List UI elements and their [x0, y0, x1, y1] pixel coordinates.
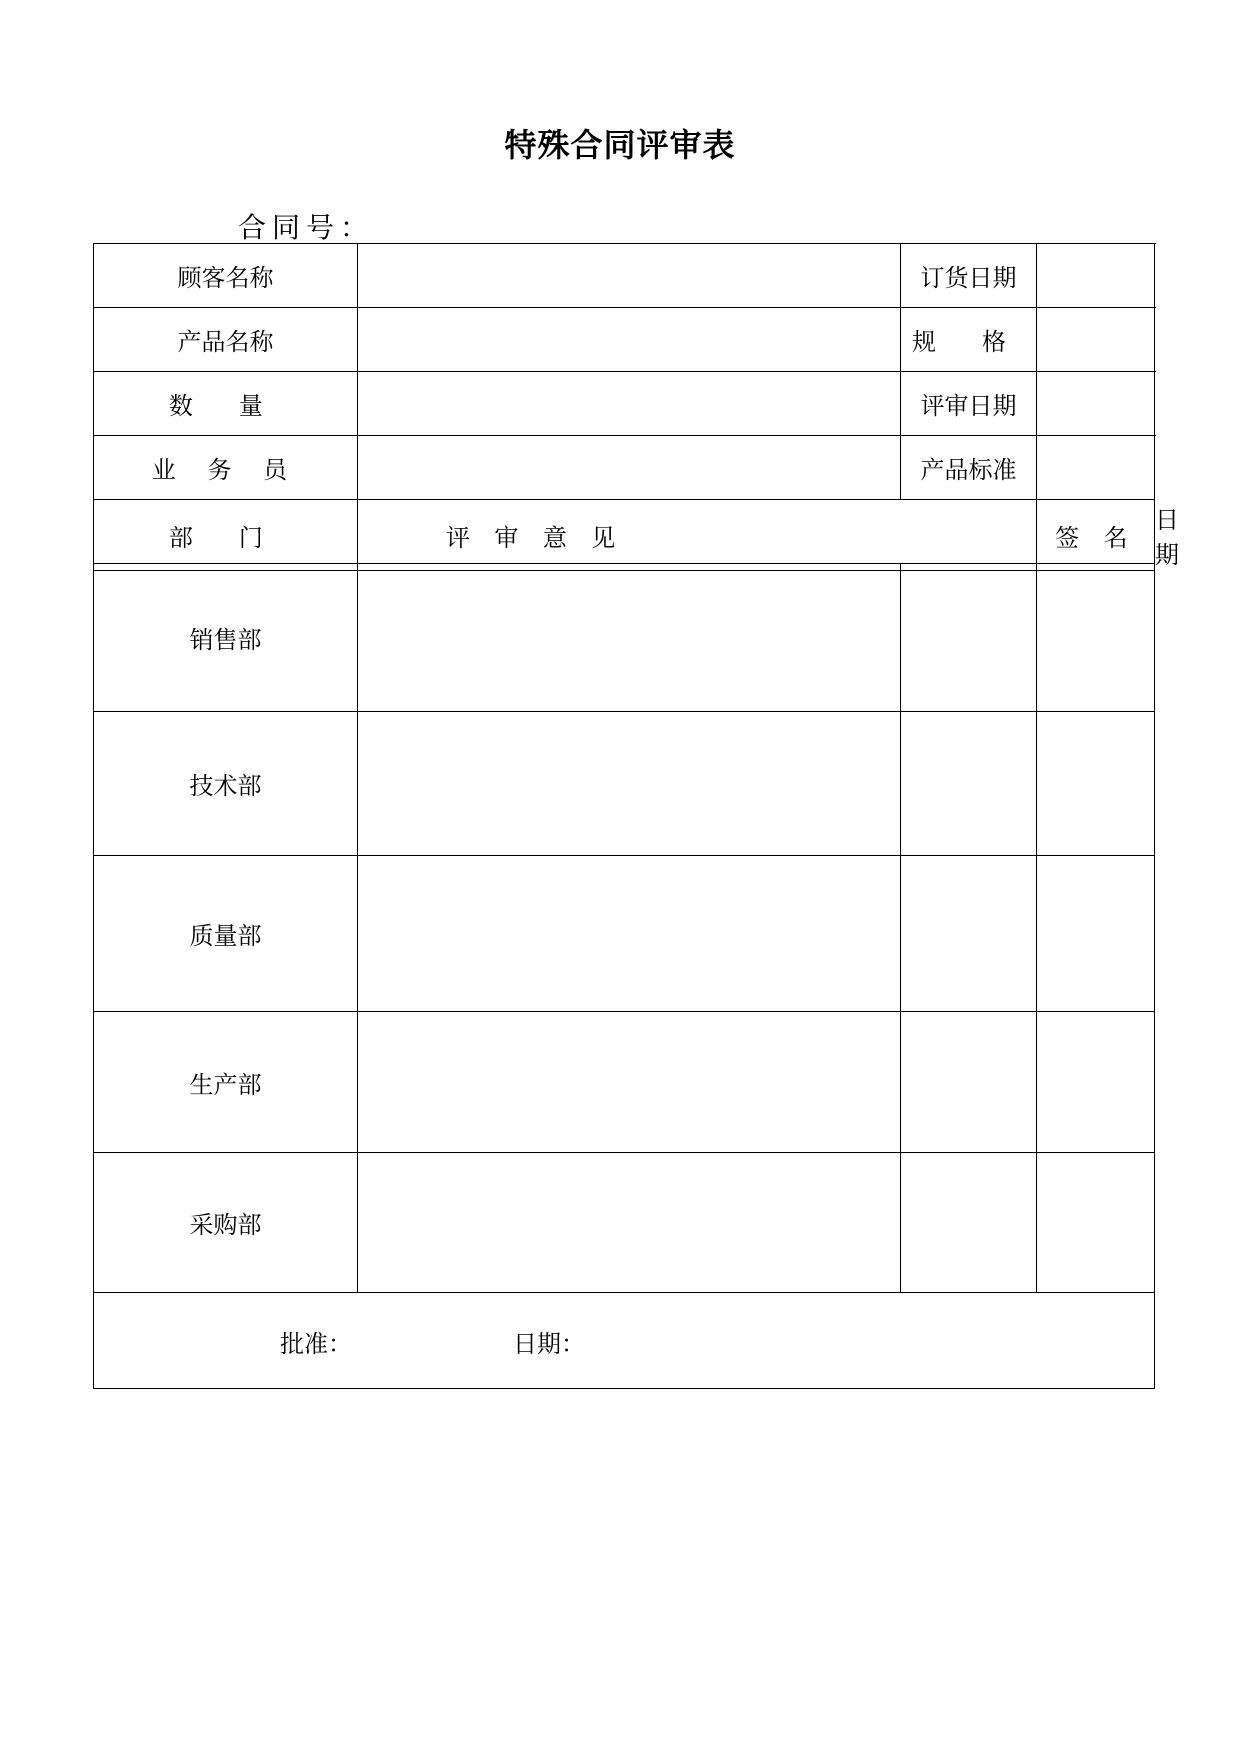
- opinion-field[interactable]: [358, 712, 901, 856]
- opinion-field[interactable]: [358, 1012, 901, 1153]
- opinion-header: 评 审 意 见: [358, 500, 1037, 571]
- opinion-field[interactable]: [358, 1153, 901, 1293]
- signature-header: 签 名: [1037, 500, 1155, 571]
- department-name: 质量部: [94, 856, 358, 1012]
- quantity-field[interactable]: [358, 372, 901, 436]
- date-field[interactable]: [1037, 564, 1155, 712]
- department-row: [94, 1012, 1155, 1153]
- date-field[interactable]: [1037, 712, 1155, 856]
- department-header: 部 门: [94, 500, 358, 571]
- info-row: [94, 372, 1155, 436]
- signature-field[interactable]: [901, 1153, 1037, 1293]
- signature-field[interactable]: [901, 856, 1037, 1012]
- specification-label: 规 格: [901, 308, 1037, 372]
- order-date-label: 订货日期: [901, 244, 1037, 308]
- signature-field[interactable]: [901, 1012, 1037, 1153]
- page-title: 特殊合同评审表: [504, 126, 736, 164]
- signature-field[interactable]: [901, 564, 1037, 712]
- approve-label: 批准：: [280, 1330, 352, 1358]
- product-standard-field[interactable]: [1037, 436, 1155, 500]
- review-date-label: 评审日期: [901, 372, 1037, 436]
- product-name-label: 产品名称: [94, 308, 358, 372]
- product-name-field[interactable]: [358, 308, 901, 372]
- signature-field[interactable]: [901, 712, 1037, 856]
- info-row: [94, 436, 1155, 500]
- specification-field[interactable]: [1037, 308, 1155, 372]
- department-name: 销售部: [94, 564, 358, 712]
- department-review-table: [93, 563, 1155, 1389]
- department-name: 技术部: [94, 712, 358, 856]
- department-row: [94, 564, 1155, 712]
- opinion-field[interactable]: [358, 856, 901, 1012]
- salesperson-label: 业 务 员: [94, 436, 358, 500]
- department-row: [94, 856, 1155, 1012]
- opinion-field[interactable]: [358, 564, 901, 712]
- customer-name-label: 顾客名称: [94, 244, 358, 308]
- product-standard-label: 产品标准: [901, 436, 1037, 500]
- department-name: 生产部: [94, 1012, 358, 1153]
- approval-date-label: 日期：: [513, 1330, 585, 1358]
- date-field[interactable]: [1037, 856, 1155, 1012]
- review-date-field[interactable]: [1037, 372, 1155, 436]
- review-header-row: 部 门 评 审 意 见 签 名 日 期: [94, 500, 1155, 571]
- order-date-field[interactable]: [1037, 244, 1155, 308]
- department-name: 采购部: [94, 1153, 358, 1293]
- department-row: [94, 1153, 1155, 1293]
- approval-row: [94, 1293, 1155, 1389]
- info-row: [94, 308, 1155, 372]
- date-field[interactable]: [1037, 1153, 1155, 1293]
- info-row: [94, 244, 1155, 308]
- department-row: [94, 712, 1155, 856]
- salesperson-field[interactable]: [358, 436, 901, 500]
- review-form-table: [93, 243, 1188, 571]
- contract-number-label: 合同号：: [238, 211, 375, 244]
- quantity-label: 数 量: [94, 372, 358, 436]
- approval-cell: [94, 1293, 1155, 1389]
- date-field[interactable]: [1037, 1012, 1155, 1153]
- customer-name-field[interactable]: [358, 244, 901, 308]
